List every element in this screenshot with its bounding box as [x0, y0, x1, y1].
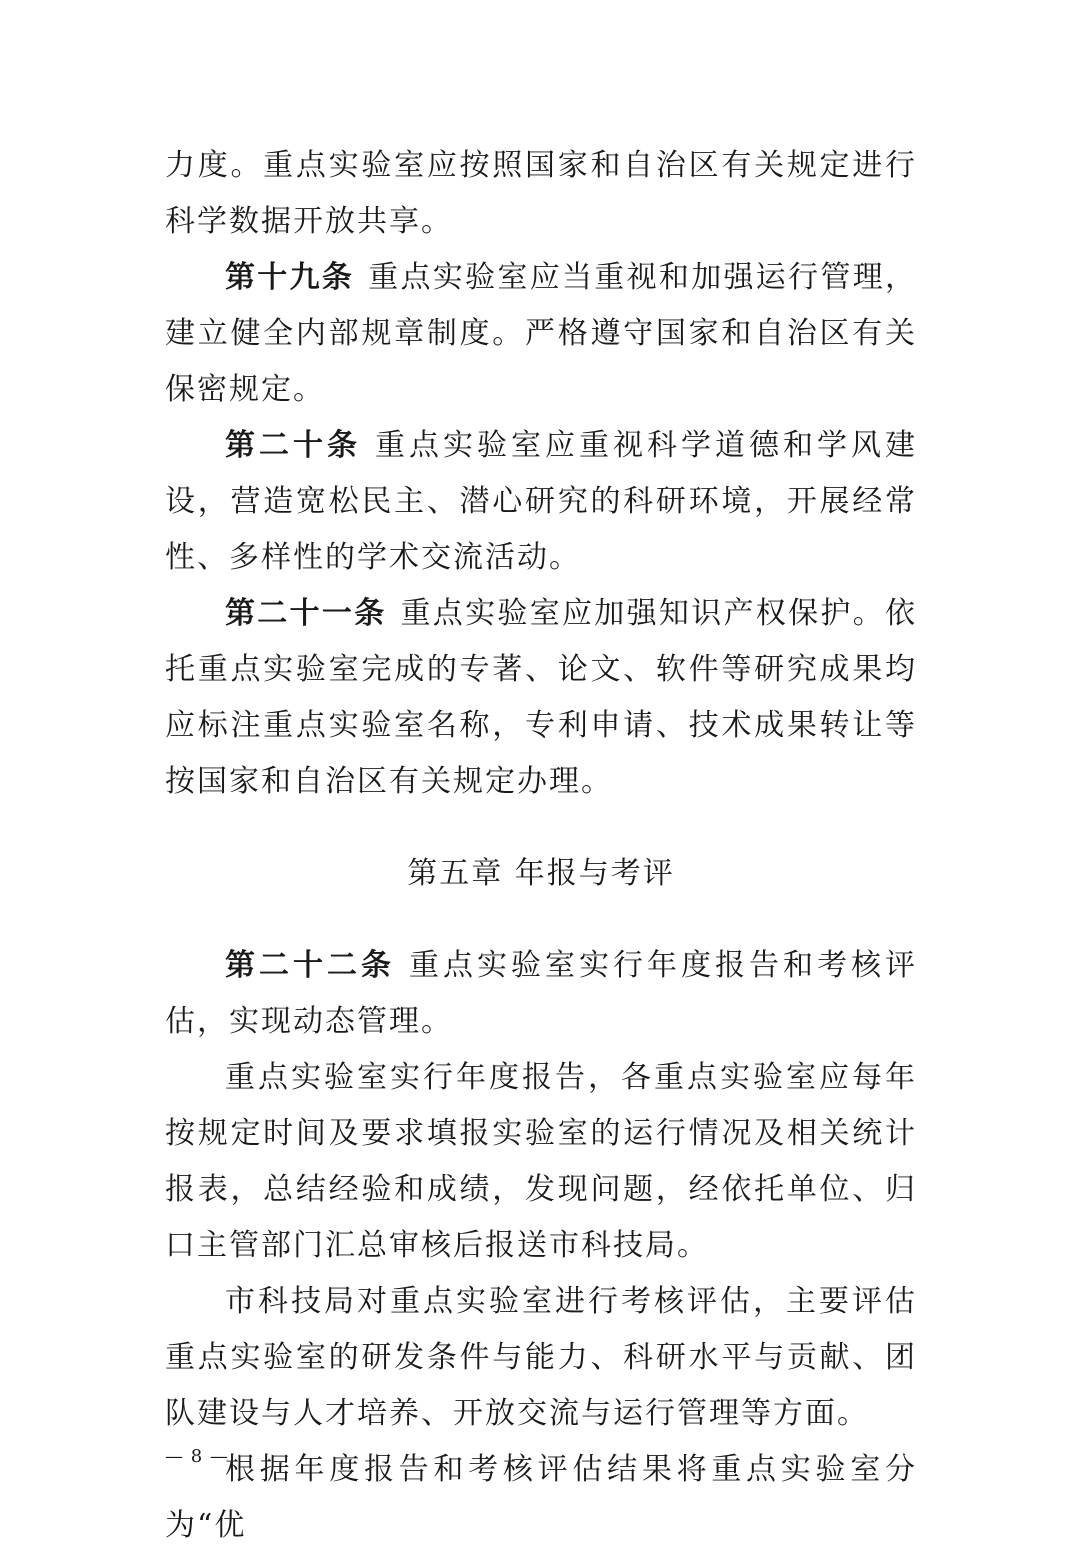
paragraph-text: 重点实验室实行年度报告和考核评估，实现动态管理。 — [165, 948, 917, 1039]
paragraph-text: 力度。重点实验室应按照国家和自治区有关规定进行科学数据开放共享。 — [165, 148, 917, 239]
paragraph-text: 根据年度报告和考核评估结果将重点实验室分为“优 — [165, 1452, 917, 1543]
article-19 — [165, 250, 917, 418]
document-body — [165, 138, 917, 1554]
paragraph-text: 重点实验室应当重视和加强运行管理，建立健全内部规章制度。严格遵守国家和自治区有关保密规定。 — [165, 260, 918, 407]
article-label: 第二十一条 — [225, 596, 387, 631]
paragraph-classification — [165, 1442, 917, 1554]
article-label: 第二十二条 — [225, 948, 395, 983]
paragraph-text: 市科技局对重点实验室进行考核评估，主要评估重点实验室的研发条件与能力、科研水平与贡献、团队建设与人才培养、开放交流与运行管理等方面。 — [165, 1284, 917, 1431]
paragraph-evaluation — [165, 1274, 917, 1442]
paragraph-annual-report — [165, 1050, 917, 1274]
page-number: — 8 — — [165, 1446, 229, 1467]
paragraph-text: 重点实验室应加强知识产权保护。依托重点实验室完成的专著、论文、软件等研究成果均应标注重点实验室名称，专利申请、技术成果转让等按国家和自治区有关规定办理。 — [165, 596, 917, 799]
article-21 — [165, 586, 917, 810]
paragraph-continuation — [165, 138, 917, 250]
article-22 — [165, 938, 917, 1050]
paragraph-text: 重点实验室应重视科学道德和学风建设，营造宽松民主、潜心研究的科研环境，开展经常性、多样性的学术交流活动。 — [165, 428, 917, 575]
paragraph-text: 重点实验室实行年度报告，各重点实验室应每年按规定时间及要求填报实验室的运行情况及相关统计报表，总结经验和成绩，发现问题，经依托单位、归口主管部门汇总审核后报送市科技局。 — [165, 1060, 917, 1263]
article-20 — [165, 418, 917, 586]
article-label: 第二十条 — [225, 428, 361, 463]
article-label: 第十九条 — [225, 260, 355, 295]
chapter-title: 第五章 年报与考评 — [407, 856, 675, 891]
